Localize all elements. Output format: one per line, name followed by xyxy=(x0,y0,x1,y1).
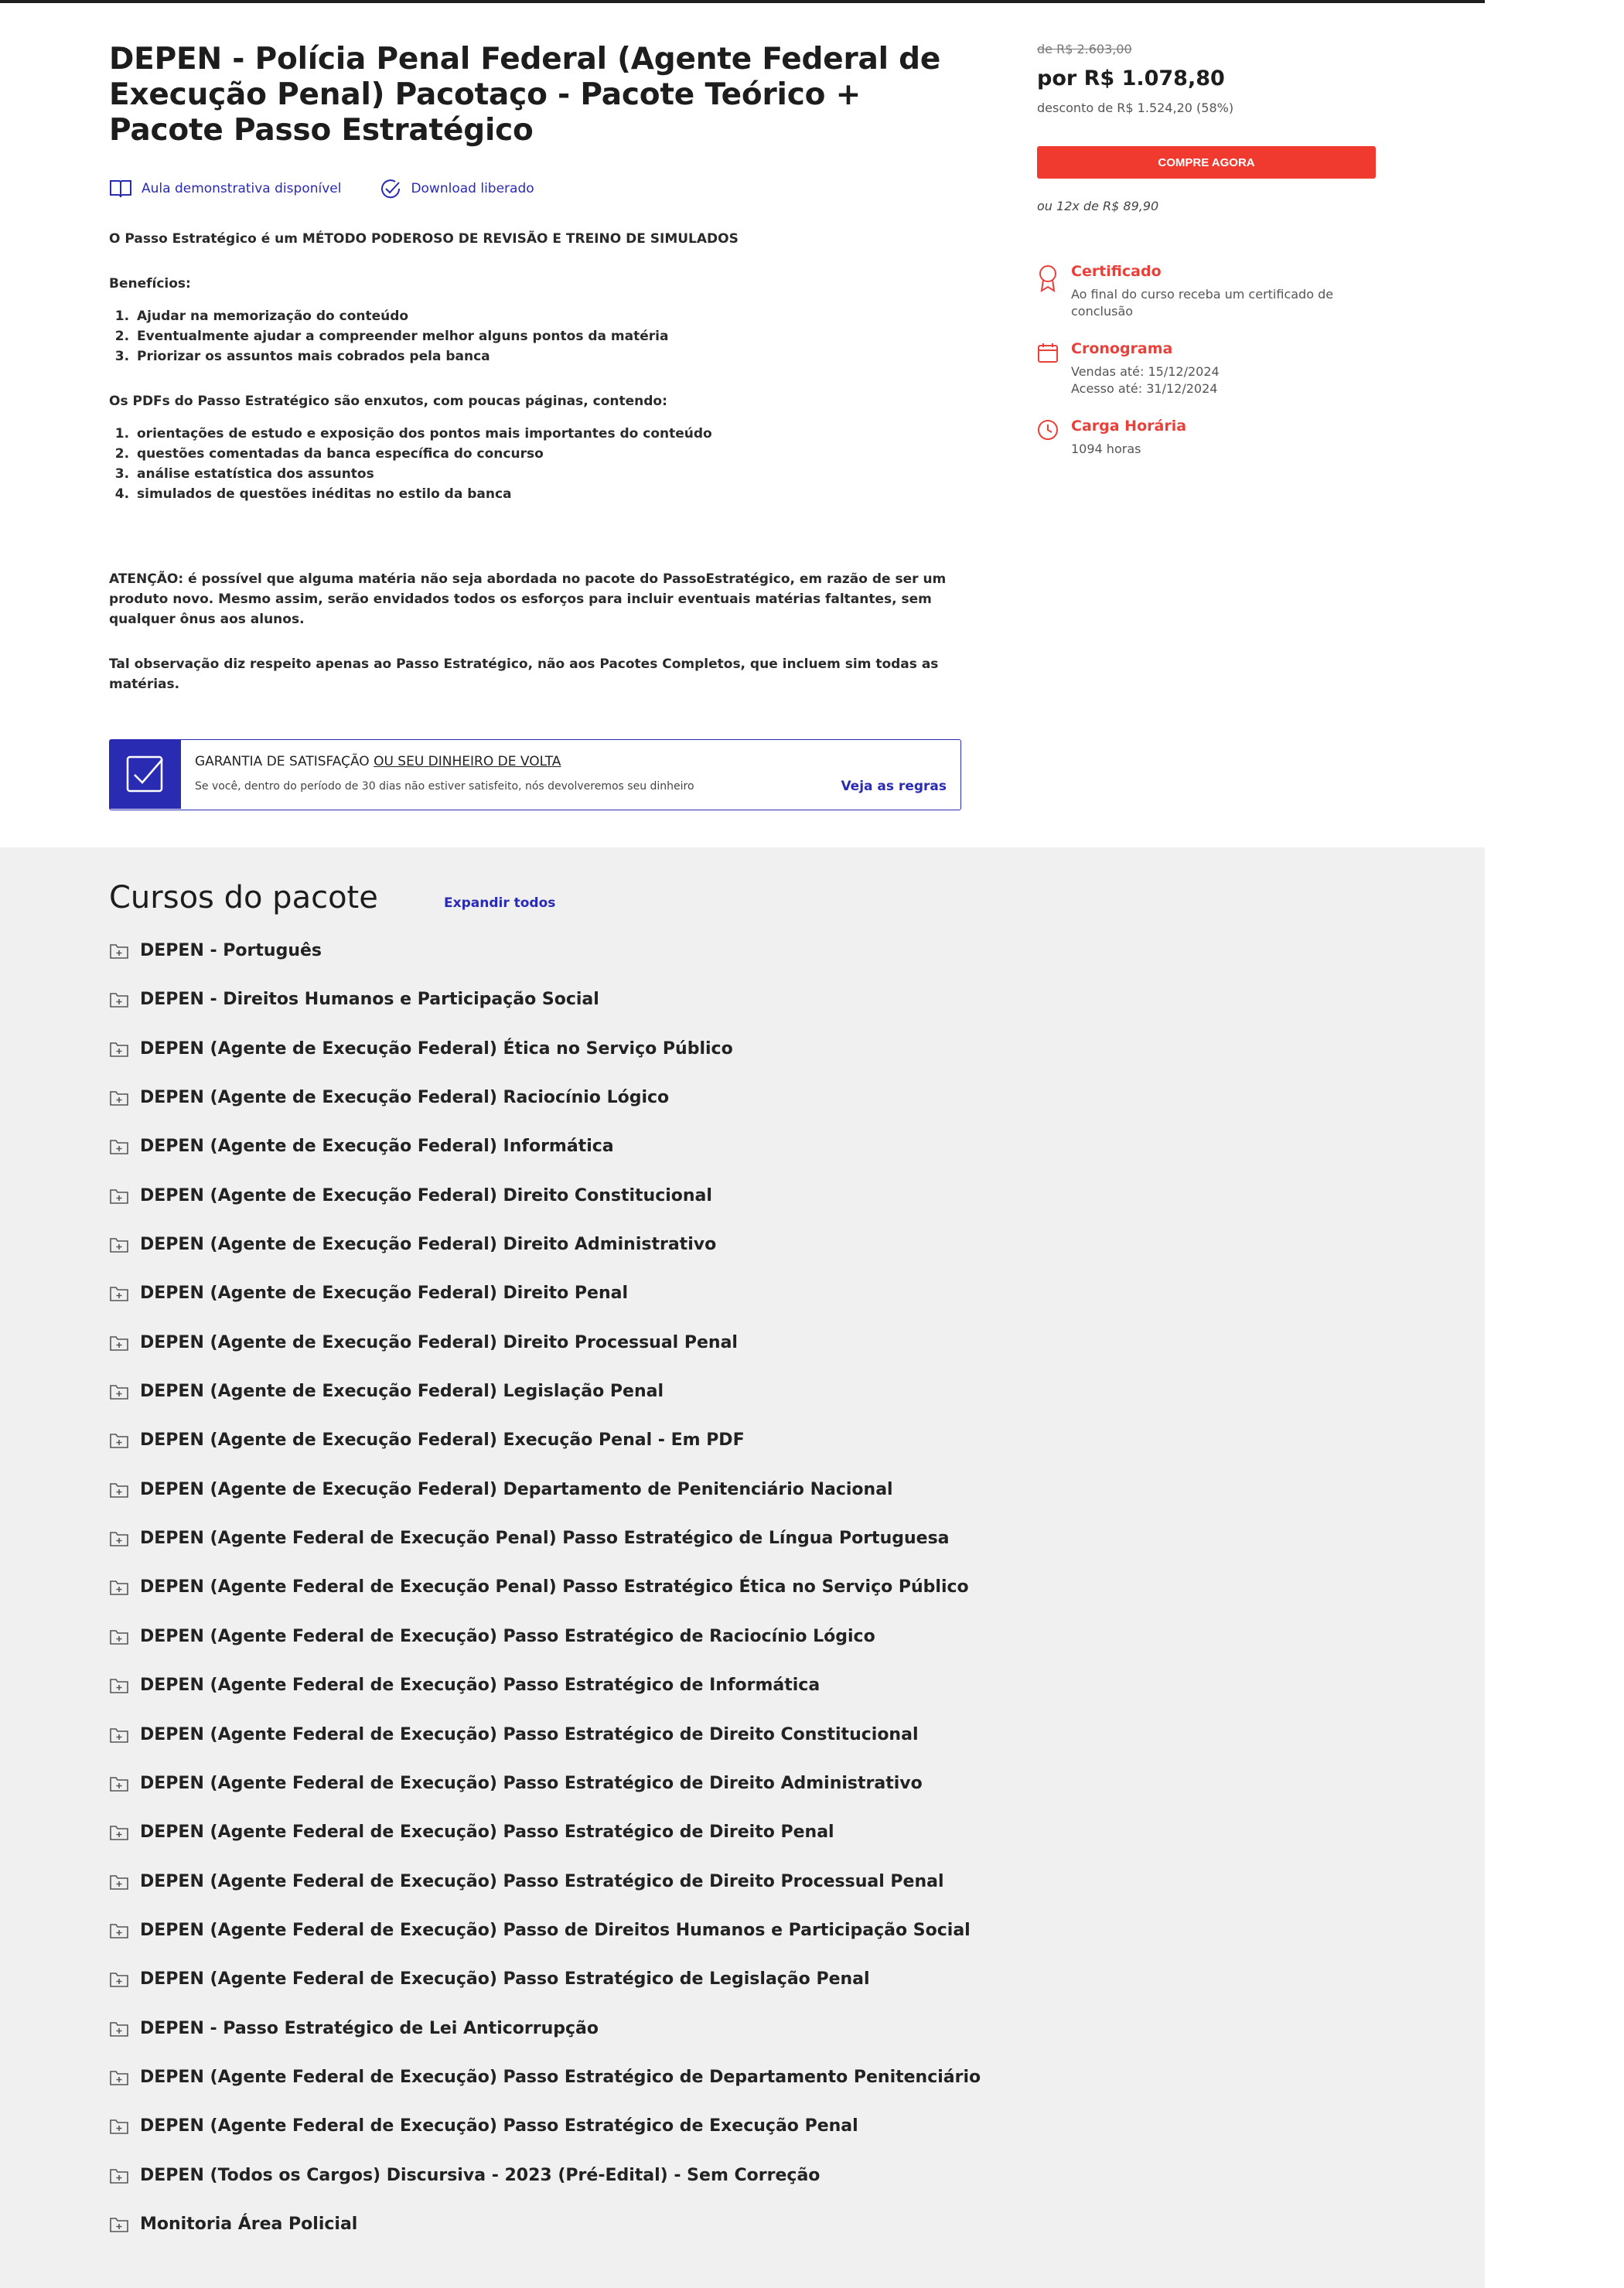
guarantee-title-highlight: OU SEU DINHEIRO DE VOLTA xyxy=(374,754,561,769)
course-item-label: DEPEN (Agente Federal de Execução) Passo Estratégico de Direito Constitucional xyxy=(140,1724,919,1744)
sales-until: Vendas até: 15/12/2024 xyxy=(1071,364,1220,379)
course-item-label: DEPEN (Agente Federal de Execução) Passo Estratégico de Departamento Penitenciário xyxy=(140,2067,981,2087)
folder-plus-icon xyxy=(109,991,129,1008)
course-item-label: DEPEN (Agente Federal de Execução) Passo Estratégico de Direito Processual Penal xyxy=(140,1871,944,1891)
clock-icon xyxy=(1037,419,1059,441)
access-until: Acesso até: 31/12/2024 xyxy=(1071,381,1218,396)
course-item-label: Monitoria Área Policial xyxy=(140,2214,358,2234)
guarantee-title-main: GARANTIA DE SATISFAÇÃO xyxy=(195,754,374,769)
course-item[interactable] xyxy=(109,2165,981,2214)
certificate-info xyxy=(1037,263,1377,325)
course-item[interactable] xyxy=(109,2214,981,2262)
folder-plus-icon xyxy=(109,1922,129,1939)
course-item[interactable] xyxy=(109,1773,981,1822)
course-list xyxy=(109,940,981,2262)
guarantee-box xyxy=(109,739,961,810)
course-item[interactable] xyxy=(109,2018,981,2067)
course-item[interactable] xyxy=(109,1136,981,1185)
folder-plus-icon xyxy=(109,2216,129,2233)
schedule-info xyxy=(1037,340,1377,402)
folder-plus-icon xyxy=(109,1335,129,1352)
folder-plus-icon xyxy=(109,943,129,960)
course-item[interactable] xyxy=(109,1626,981,1675)
page-title: DEPEN - Polícia Penal Federal (Agente Federal de Execução Penal) Pacotaço - Pacote Teórico + Pacote Passo Estratégico xyxy=(109,42,941,148)
course-item[interactable] xyxy=(109,2067,981,2116)
course-item-label: DEPEN - Português xyxy=(140,941,322,960)
course-item[interactable] xyxy=(109,1724,981,1773)
course-item[interactable] xyxy=(109,1675,981,1724)
course-item-label: DEPEN (Agente de Execução Federal) Informática xyxy=(140,1137,614,1157)
see-rules-link[interactable]: Veja as regras xyxy=(841,779,947,794)
product-description xyxy=(109,229,961,694)
folder-plus-icon xyxy=(109,1628,129,1645)
folder-plus-icon xyxy=(109,1236,129,1253)
course-item[interactable] xyxy=(109,1871,981,1920)
guarantee-badge xyxy=(110,740,181,809)
course-item[interactable] xyxy=(109,1528,981,1577)
description-intro: O Passo Estratégico é um MÉTODO PODEROSO DE REVISÃO E TREINO DE SIMULADOS xyxy=(109,231,739,247)
folder-plus-icon xyxy=(109,1383,129,1400)
schedule-dates xyxy=(1071,363,1365,397)
course-item-label: DEPEN (Agente de Execução Federal) Direito Constitucional xyxy=(140,1185,712,1205)
course-item-label: DEPEN (Agente de Execução Federal) Ética no Serviço Público xyxy=(140,1038,733,1059)
folder-plus-icon xyxy=(109,2118,129,2135)
checkbox-checked-icon xyxy=(125,755,165,795)
pdfs-title: Os PDFs do Passo Estratégico são enxutos, com poucas páginas, contendo: xyxy=(109,394,667,409)
course-item[interactable] xyxy=(109,1969,981,2017)
course-item[interactable] xyxy=(109,1920,981,1969)
list-item: 2. questões comentadas da banca específica do concurso xyxy=(134,444,961,464)
product-main xyxy=(0,3,1485,847)
folder-plus-icon xyxy=(109,1285,129,1302)
folder-plus-icon xyxy=(109,1677,129,1694)
course-item[interactable] xyxy=(109,1332,981,1381)
courses-section xyxy=(0,847,1485,2288)
course-item-label: DEPEN - Direitos Humanos e Participação Social xyxy=(140,990,599,1010)
folder-plus-icon xyxy=(109,1089,129,1106)
course-item-label: DEPEN (Agente de Execução Federal) Execução Penal - Em PDF xyxy=(140,1430,745,1451)
course-item-label: DEPEN (Agente de Execução Federal) Direito Penal xyxy=(140,1284,629,1304)
course-item-label: DEPEN (Todos os Cargos) Discursiva - 2023 (Pré-Edital) - Sem Correção xyxy=(140,2165,821,2185)
list-item: 3. análise estatística dos assuntos xyxy=(134,464,961,484)
calendar-icon xyxy=(1037,342,1059,363)
course-item-label: DEPEN (Agente Federal de Execução) Passo Estratégico de Direito Penal xyxy=(140,1823,834,1843)
old-price: de R$ 2.603,00 xyxy=(1037,42,1132,56)
schedule-label: Cronograma xyxy=(1071,340,1173,357)
course-item-label: DEPEN (Agente de Execução Federal) Raciocínio Lógico xyxy=(140,1088,670,1108)
download-label: Download liberado xyxy=(411,181,534,196)
course-item[interactable] xyxy=(109,1087,981,1136)
course-item[interactable] xyxy=(109,1479,981,1528)
folder-plus-icon xyxy=(109,1530,129,1547)
courses-title: Cursos do pacote xyxy=(109,880,378,916)
course-item[interactable] xyxy=(109,940,981,989)
buy-now-button[interactable]: COMPRE AGORA xyxy=(1037,146,1376,179)
course-item-label: DEPEN (Agente de Execução Federal) Legislação Penal xyxy=(140,1382,664,1402)
observation-note: Tal observação diz respeito apenas ao Passo Estratégico, não aos Pacotes Completos, que incluem sim todas as matérias. xyxy=(109,656,939,692)
course-item-label: DEPEN (Agente Federal de Execução Penal) Passo Estratégico Ética no Serviço Público xyxy=(140,1577,969,1598)
course-item[interactable] xyxy=(109,1430,981,1478)
workload-info xyxy=(1037,418,1377,464)
folder-plus-icon xyxy=(109,1138,129,1155)
guarantee-text: Se você, dentro do período de 30 dias não estiver satisfeito, nós devolveremos seu dinheiro xyxy=(195,780,694,793)
course-item[interactable] xyxy=(109,1381,981,1430)
benefits-title: Benefícios: xyxy=(109,276,191,292)
course-item[interactable] xyxy=(109,989,981,1038)
course-item[interactable] xyxy=(109,1038,981,1087)
course-item[interactable] xyxy=(109,2116,981,2164)
course-item[interactable] xyxy=(109,1283,981,1332)
guarantee-title xyxy=(195,754,561,769)
folder-plus-icon xyxy=(109,1874,129,1891)
certificate-text: Ao final do curso receba um certificado de conclusão xyxy=(1071,287,1334,319)
course-item-label: DEPEN (Agente Federal de Execução) Passo de Direitos Humanos e Participação Social xyxy=(140,1920,971,1940)
course-item-label: DEPEN (Agente Federal de Execução) Passo Estratégico de Informática xyxy=(140,1676,821,1696)
attention-note: ATENÇÃO: é possível que alguma matéria não seja abordada no pacote do PassoEstratégico, em razão de ser um produto novo. Mesmo assim, serão envidados todos os esforços para incluir eventuais matérias faltantes, sem qualquer ônus aos alunos. xyxy=(109,571,947,627)
folder-plus-icon xyxy=(109,1432,129,1449)
folder-plus-icon xyxy=(109,1188,129,1205)
discount-text: desconto de R$ 1.524,20 (58%) xyxy=(1037,101,1234,115)
demo-lesson-link[interactable] xyxy=(109,179,341,199)
folder-plus-icon xyxy=(109,1971,129,1988)
folder-plus-icon xyxy=(109,2020,129,2037)
installments-text: ou 12x de R$ 89,90 xyxy=(1037,199,1159,213)
course-item-label: DEPEN (Agente Federal de Execução) Passo Estratégico de Execução Penal xyxy=(140,2116,858,2136)
folder-plus-icon xyxy=(109,1824,129,1841)
course-item-label: DEPEN - Passo Estratégico de Lei Anticorrupção xyxy=(140,2018,599,2038)
folder-plus-icon xyxy=(109,1579,129,1596)
course-item-label: DEPEN (Agente Federal de Execução Penal) Passo Estratégico de Língua Portuguesa xyxy=(140,1529,950,1549)
course-item[interactable] xyxy=(109,1822,981,1870)
list-item: 2. Eventualmente ajudar a compreender melhor alguns pontos da matéria xyxy=(134,326,961,346)
course-item-label: DEPEN (Agente Federal de Execução) Passo Estratégico de Legislação Penal xyxy=(140,1969,870,1990)
course-item[interactable] xyxy=(109,1234,981,1283)
course-item-label: DEPEN (Agente de Execução Federal) Departamento de Penitenciário Nacional xyxy=(140,1479,893,1499)
expand-all-link[interactable]: Expandir todos xyxy=(444,895,556,911)
folder-plus-icon xyxy=(109,1727,129,1744)
list-item: 4. simulados de questões inéditas no estilo da banca xyxy=(134,484,961,504)
course-item-label: DEPEN (Agente Federal de Execução) Passo Estratégico de Raciocínio Lógico xyxy=(140,1626,875,1646)
download-link[interactable] xyxy=(380,178,534,199)
list-item: 3. Priorizar os assuntos mais cobrados pela banca xyxy=(134,346,961,367)
folder-plus-icon xyxy=(109,1775,129,1792)
course-item-label: DEPEN (Agente Federal de Execução) Passo Estratégico de Direito Administrativo xyxy=(140,1773,923,1793)
award-ribbon-icon xyxy=(1037,264,1059,292)
course-item[interactable] xyxy=(109,1577,981,1625)
check-circle-icon xyxy=(380,178,401,199)
workload-label: Carga Horária xyxy=(1071,418,1187,435)
pdfs-list xyxy=(134,424,961,504)
folder-plus-icon xyxy=(109,1482,129,1499)
folder-plus-icon xyxy=(109,2167,129,2184)
certificate-label: Certificado xyxy=(1071,263,1162,280)
current-price: por R$ 1.078,80 xyxy=(1037,66,1225,90)
folder-plus-icon xyxy=(109,1041,129,1058)
open-book-icon xyxy=(109,179,132,199)
course-item-label: DEPEN (Agente de Execução Federal) Direito Administrativo xyxy=(140,1235,717,1255)
course-item-label: DEPEN (Agente de Execução Federal) Direito Processual Penal xyxy=(140,1332,738,1352)
folder-plus-icon xyxy=(109,2069,129,2086)
course-item[interactable] xyxy=(109,1185,981,1234)
demo-lesson-label: Aula demonstrativa disponível xyxy=(142,181,342,196)
benefits-list xyxy=(134,306,961,367)
list-item: 1. Ajudar na memorização do conteúdo xyxy=(134,306,961,326)
list-item: 1. orientações de estudo e exposição dos pontos mais importantes do conteúdo xyxy=(134,424,961,444)
workload-value: 1094 horas xyxy=(1071,442,1141,456)
product-links xyxy=(109,175,573,203)
